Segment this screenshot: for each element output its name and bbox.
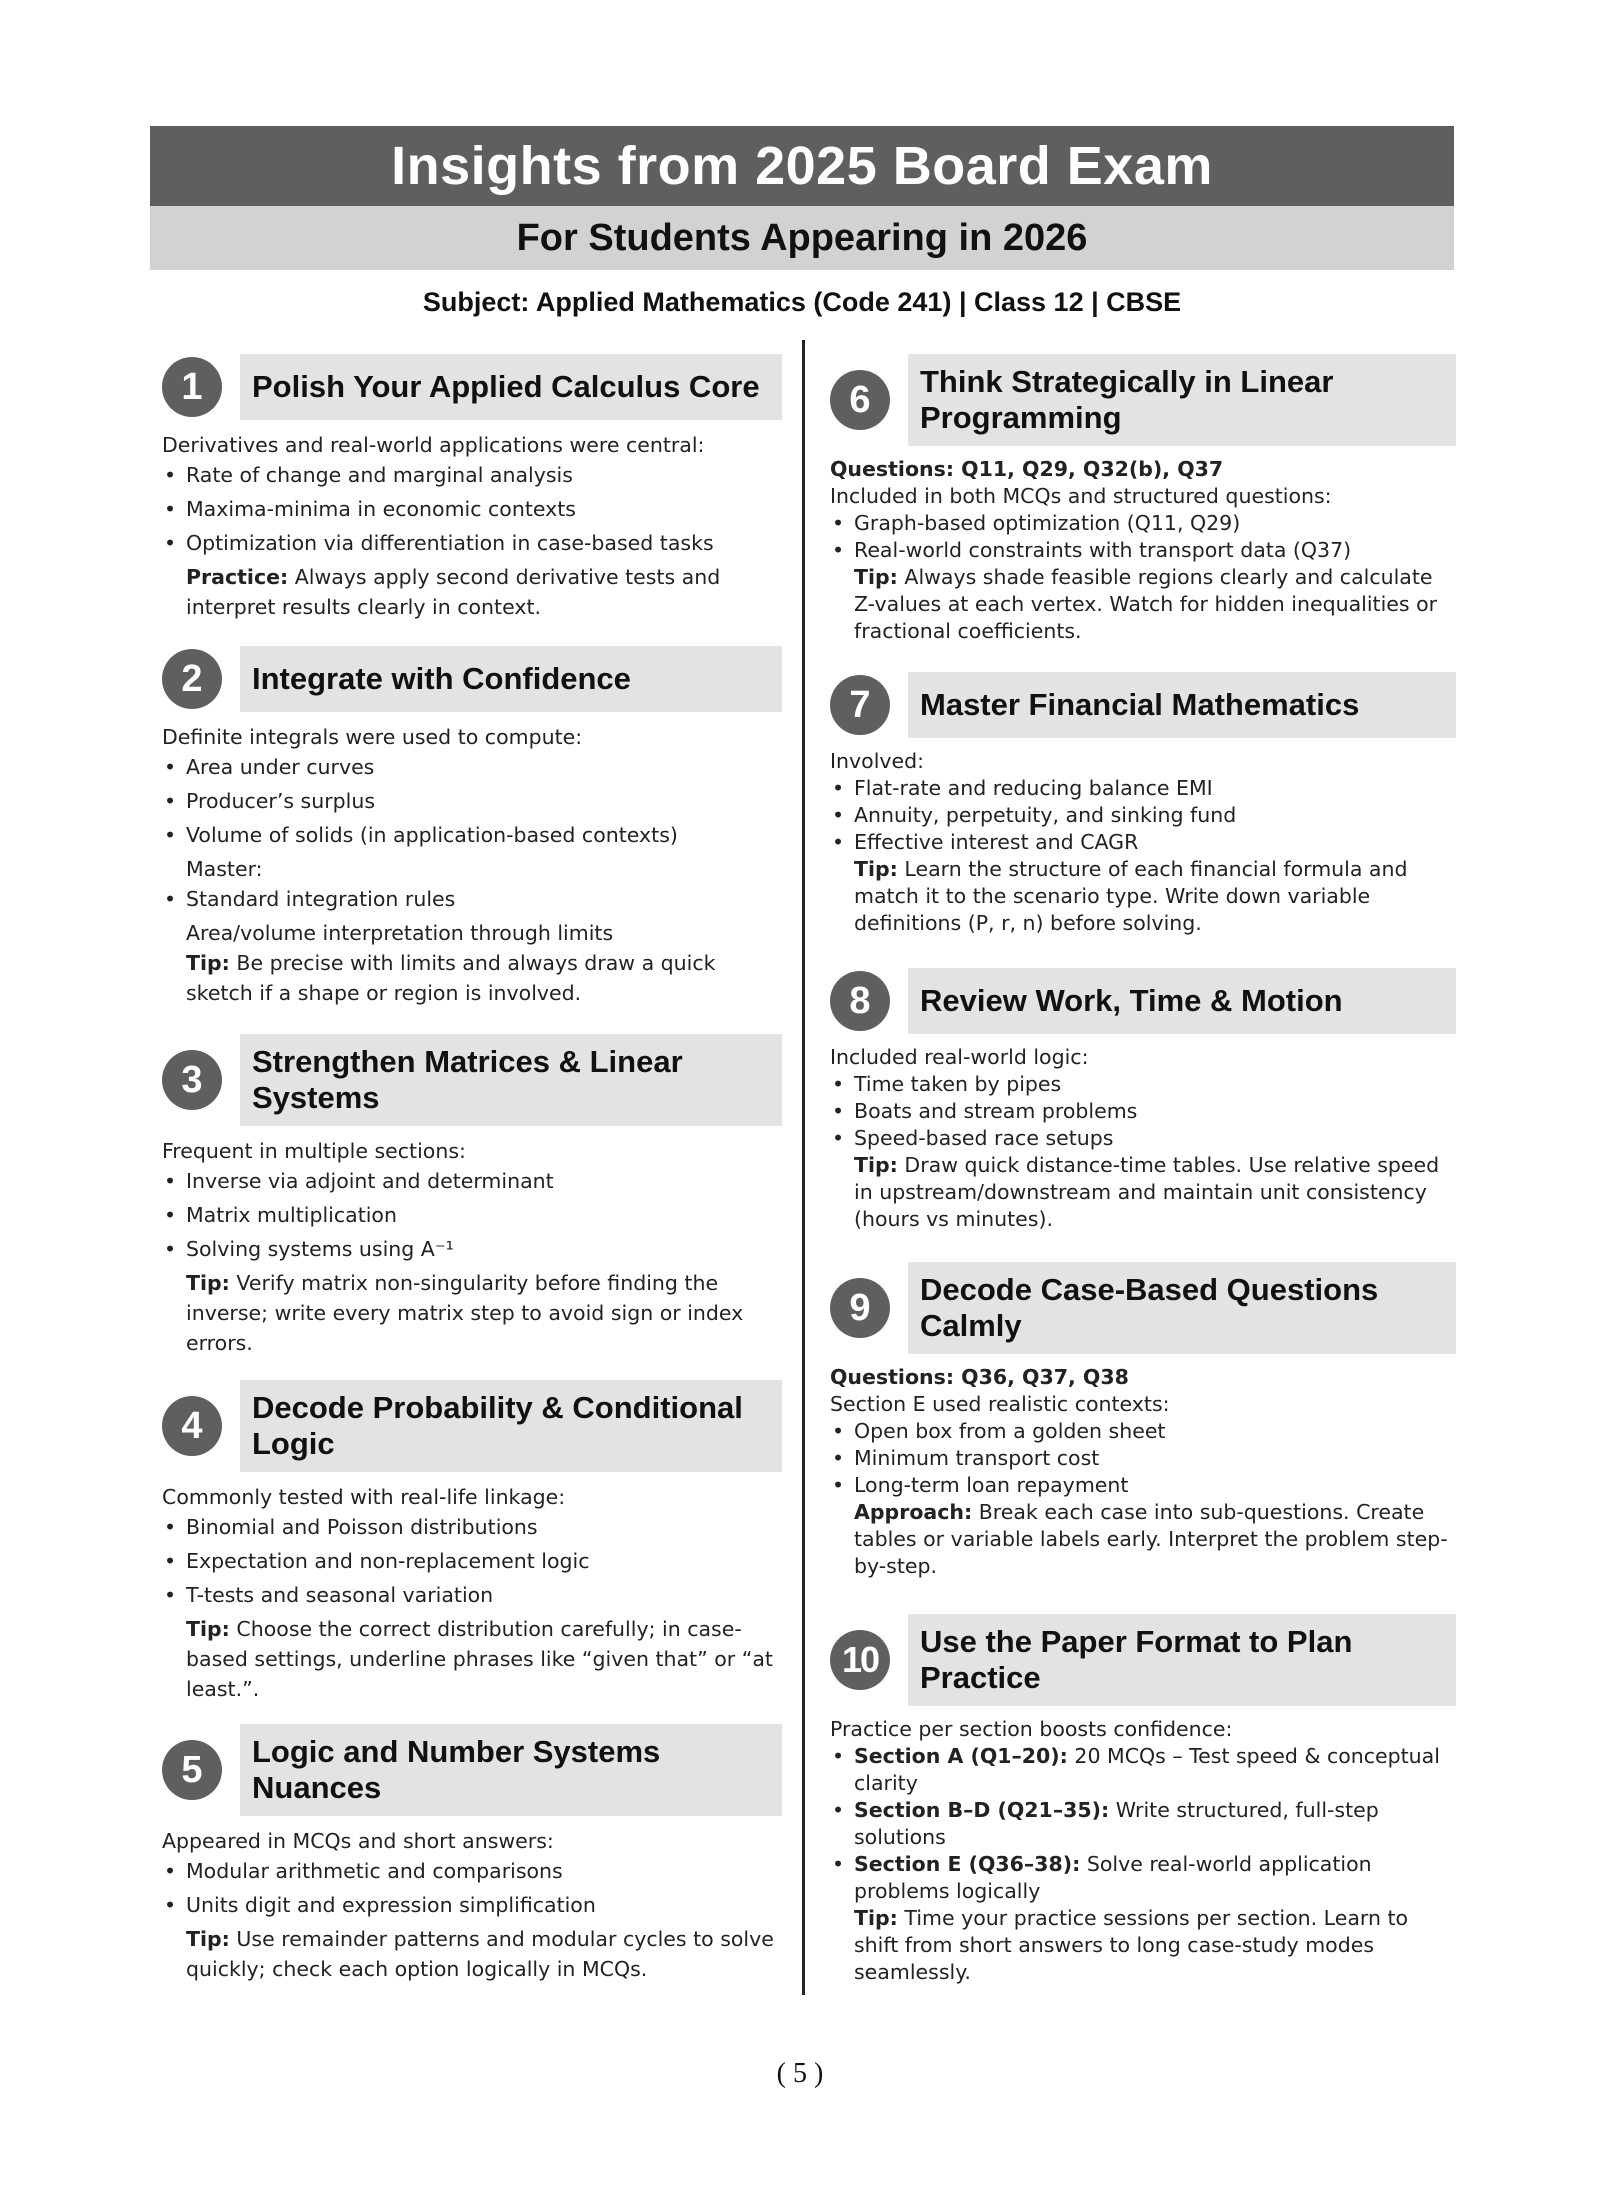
tip-paragraph — [830, 564, 1456, 645]
tip-paragraph — [830, 856, 1456, 937]
section-intro: Section E used realistic contexts: — [830, 1392, 1170, 1416]
tip-text: Use remainder patterns and modular cycles to solve quickly; check each option logically in MCQs. — [186, 1927, 774, 1981]
bullet-item: • Area under curves — [162, 752, 782, 782]
section-number-badge: 4 — [162, 1396, 222, 1456]
section-intro: Practice per section boosts confidence: — [830, 1717, 1233, 1741]
bullet-item: • Boats and stream problems — [830, 1098, 1456, 1125]
section-header — [162, 354, 782, 420]
section-body — [162, 1482, 782, 1704]
tip-text: Always apply second derivative tests and interpret results clearly in context. — [186, 565, 721, 619]
tip-paragraph — [830, 1499, 1456, 1580]
questions-line: Questions: Q36, Q37, Q38 — [830, 1365, 1129, 1389]
subject-line: Subject: Applied Mathematics (Code 241) | Class 12 | CBSE — [422, 287, 1182, 317]
section-number-badge: 10 — [830, 1630, 890, 1690]
section-intro: Included real-world logic: — [830, 1045, 1089, 1069]
bullet-item: • Minimum transport cost — [830, 1445, 1456, 1472]
section-title: Decode Probability & Conditional Logic — [252, 1390, 743, 1461]
page-subtitle: For Students Appearing in 2026 — [150, 206, 1454, 270]
tip-paragraph — [162, 948, 782, 1008]
bullet-text: Solve real-world application problems logically — [854, 1852, 1372, 1903]
bullet-item: • Modular arithmetic and comparisons — [162, 1856, 782, 1886]
bullet-item: • Inverse via adjoint and determinant — [162, 1166, 782, 1196]
section-title-bar — [908, 1614, 1456, 1706]
bullet-item — [830, 1851, 1456, 1905]
tip-text: Break each case into sub-questions. Create tables or variable labels early. Interpret the problem step-by-step. — [854, 1500, 1448, 1578]
section-body — [830, 456, 1456, 645]
section-body — [830, 1044, 1456, 1233]
bullet-item: • Flat-rate and reducing balance EMI — [830, 775, 1456, 802]
bullet-item: • Producer’s surplus — [162, 786, 782, 816]
section-body — [162, 1136, 782, 1358]
tip-label: Tip: — [186, 1617, 230, 1641]
tip-label: Tip: — [186, 1927, 230, 1951]
section-body — [830, 748, 1456, 937]
bullet-label: Section B–D (Q21–35): — [854, 1798, 1110, 1822]
tip-text: Learn the structure of each financial formula and match it to the scenario type. Write down variable definitions (P, r, n) before solving. — [854, 857, 1408, 935]
section-intro: Definite integrals were used to compute: — [162, 725, 583, 749]
master-label: Master: — [186, 857, 263, 881]
tip-text: Time your practice sessions per section. Learn to shift from short answers to long case-study modes seamlessly. — [854, 1906, 1409, 1984]
bullet-item: • Units digit and expression simplification — [162, 1890, 782, 1920]
section-title-bar — [908, 968, 1456, 1034]
bullet-item: • Volume of solids (in application-based contexts) — [162, 820, 782, 850]
tip-label: Tip: — [854, 565, 898, 589]
page-title: Insights from 2025 Board Exam — [150, 126, 1454, 206]
section-number-badge: 7 — [830, 675, 890, 735]
extra-line: Area/volume interpretation through limits — [186, 921, 614, 945]
bullet-item: • Graph-based optimization (Q11, Q29) — [830, 510, 1456, 537]
section-intro: Derivatives and real-world applications were central: — [162, 433, 705, 457]
bullet-item: • Rate of change and marginal analysis — [162, 460, 782, 490]
section-title: Integrate with Confidence — [252, 661, 631, 696]
bullet-item: • Speed-based race setups — [830, 1125, 1456, 1152]
bullet-item: • Optimization via differentiation in case-based tasks — [162, 528, 782, 558]
bullet-item: • T-tests and seasonal variation — [162, 1580, 782, 1610]
tip-label: Tip: — [854, 1906, 898, 1930]
bullet-text: Write structured, full-step solutions — [854, 1798, 1379, 1849]
bullet-item: • Real-world constraints with transport data (Q37) — [830, 537, 1456, 564]
column-divider — [802, 340, 805, 1995]
tip-label: Tip: — [186, 1271, 230, 1295]
bullet-text: 20 MCQs – Test speed & conceptual clarity — [854, 1744, 1440, 1795]
bullet-item: • Open box from a golden sheet — [830, 1418, 1456, 1445]
tip-label: Practice: — [186, 565, 289, 589]
tip-label: Approach: — [854, 1500, 973, 1524]
tip-text: Choose the correct distribution carefully; in case-based settings, underline phrases like “given that” or “at least.”. — [186, 1617, 773, 1701]
section-header — [830, 1614, 1456, 1706]
section-title: Logic and Number Systems Nuances — [252, 1734, 661, 1805]
section-title: Review Work, Time & Motion — [920, 983, 1343, 1018]
section-6 — [830, 354, 1456, 645]
tip-text: Draw quick distance-time tables. Use relative speed in upstream/downstream and maintain unit consistency (hours vs minutes). — [854, 1153, 1440, 1231]
bullet-item: • Long-term loan repayment — [830, 1472, 1456, 1499]
tip-text: Always shade feasible regions clearly and calculate Z-values at each vertex. Watch for hidden inequalities or fractional coefficients. — [854, 565, 1438, 643]
bullet-item: • Solving systems using A⁻¹ — [162, 1234, 782, 1264]
section-2 — [162, 646, 782, 1008]
tip-paragraph — [162, 1268, 782, 1358]
section-header — [830, 968, 1456, 1034]
section-header — [162, 646, 782, 712]
section-body — [830, 1716, 1456, 1986]
section-title-bar — [240, 646, 782, 712]
tip-paragraph — [162, 1614, 782, 1704]
bullet-item: • Time taken by pipes — [830, 1071, 1456, 1098]
bullet-item: • Binomial and Poisson distributions — [162, 1512, 782, 1542]
bullet-item: • Expectation and non-replacement logic — [162, 1546, 782, 1576]
section-title-bar — [908, 354, 1456, 446]
tip-paragraph — [830, 1905, 1456, 1986]
section-body — [162, 1826, 782, 1984]
section-header — [830, 1262, 1456, 1354]
tip-paragraph — [830, 1152, 1456, 1233]
bullet-label: Section E (Q36–38): — [854, 1852, 1081, 1876]
section-number-badge: 2 — [162, 649, 222, 709]
bullet-item: • Maxima-minima in economic contexts — [162, 494, 782, 524]
tip-text: Be precise with limits and always draw a quick sketch if a shape or region is involved. — [186, 951, 716, 1005]
section-intro: Frequent in multiple sections: — [162, 1139, 466, 1163]
section-10 — [830, 1614, 1456, 1986]
section-number-badge: 8 — [830, 971, 890, 1031]
section-title-bar — [240, 1034, 782, 1126]
section-title-bar — [908, 1262, 1456, 1354]
bullet-item — [830, 1743, 1456, 1797]
section-title: Master Financial Mathematics — [920, 687, 1360, 722]
bullet-item: • Standard integration rules — [162, 884, 782, 914]
section-header — [830, 672, 1456, 738]
section-intro: Involved: — [830, 749, 925, 773]
section-body — [162, 722, 782, 1008]
section-9 — [830, 1262, 1456, 1580]
tip-text: Verify matrix non-singularity before finding the inverse; write every matrix step to avoid sign or index errors. — [186, 1271, 744, 1355]
tip-label: Tip: — [186, 951, 230, 975]
section-1 — [162, 354, 782, 622]
section-number-badge: 9 — [830, 1278, 890, 1338]
section-header — [162, 1034, 782, 1126]
bullet-label: Section A (Q1–20): — [854, 1744, 1068, 1768]
bullet-item: • Annuity, perpetuity, and sinking fund — [830, 802, 1456, 829]
tip-label: Tip: — [854, 857, 898, 881]
bullet-item: • Matrix multiplication — [162, 1200, 782, 1230]
section-number-badge: 5 — [162, 1740, 222, 1800]
section-title: Decode Case-Based Questions Calmly — [920, 1272, 1379, 1343]
section-title-bar — [908, 672, 1456, 738]
section-7 — [830, 672, 1456, 937]
section-number-badge: 6 — [830, 370, 890, 430]
section-title-bar — [240, 1724, 782, 1816]
section-header — [162, 1380, 782, 1472]
tip-paragraph — [162, 562, 782, 622]
section-header — [830, 354, 1456, 446]
section-title: Polish Your Applied Calculus Core — [252, 369, 760, 404]
bullet-item: • Effective interest and CAGR — [830, 829, 1456, 856]
page-number: ( 5 ) — [776, 2058, 824, 2089]
section-4 — [162, 1380, 782, 1704]
section-title-bar — [240, 354, 782, 420]
section-intro: Included in both MCQs and structured questions: — [830, 484, 1332, 508]
section-number-badge: 1 — [162, 357, 222, 417]
questions-line: Questions: Q11, Q29, Q32(b), Q37 — [830, 457, 1224, 481]
section-intro: Appeared in MCQs and short answers: — [162, 1829, 554, 1853]
section-intro: Commonly tested with real-life linkage: — [162, 1485, 566, 1509]
tip-label: Tip: — [854, 1153, 898, 1177]
section-number-badge: 3 — [162, 1050, 222, 1110]
section-title-bar — [240, 1380, 782, 1472]
section-title: Think Strategically in Linear Programming — [920, 364, 1334, 435]
section-header — [162, 1724, 782, 1816]
section-3 — [162, 1034, 782, 1358]
section-body — [830, 1364, 1456, 1580]
section-8 — [830, 968, 1456, 1233]
section-title: Use the Paper Format to Plan Practice — [920, 1624, 1353, 1695]
section-5 — [162, 1724, 782, 1984]
bullet-item — [830, 1797, 1456, 1851]
section-body — [162, 430, 782, 622]
section-title: Strengthen Matrices & Linear Systems — [252, 1044, 683, 1115]
tip-paragraph — [162, 1924, 782, 1984]
